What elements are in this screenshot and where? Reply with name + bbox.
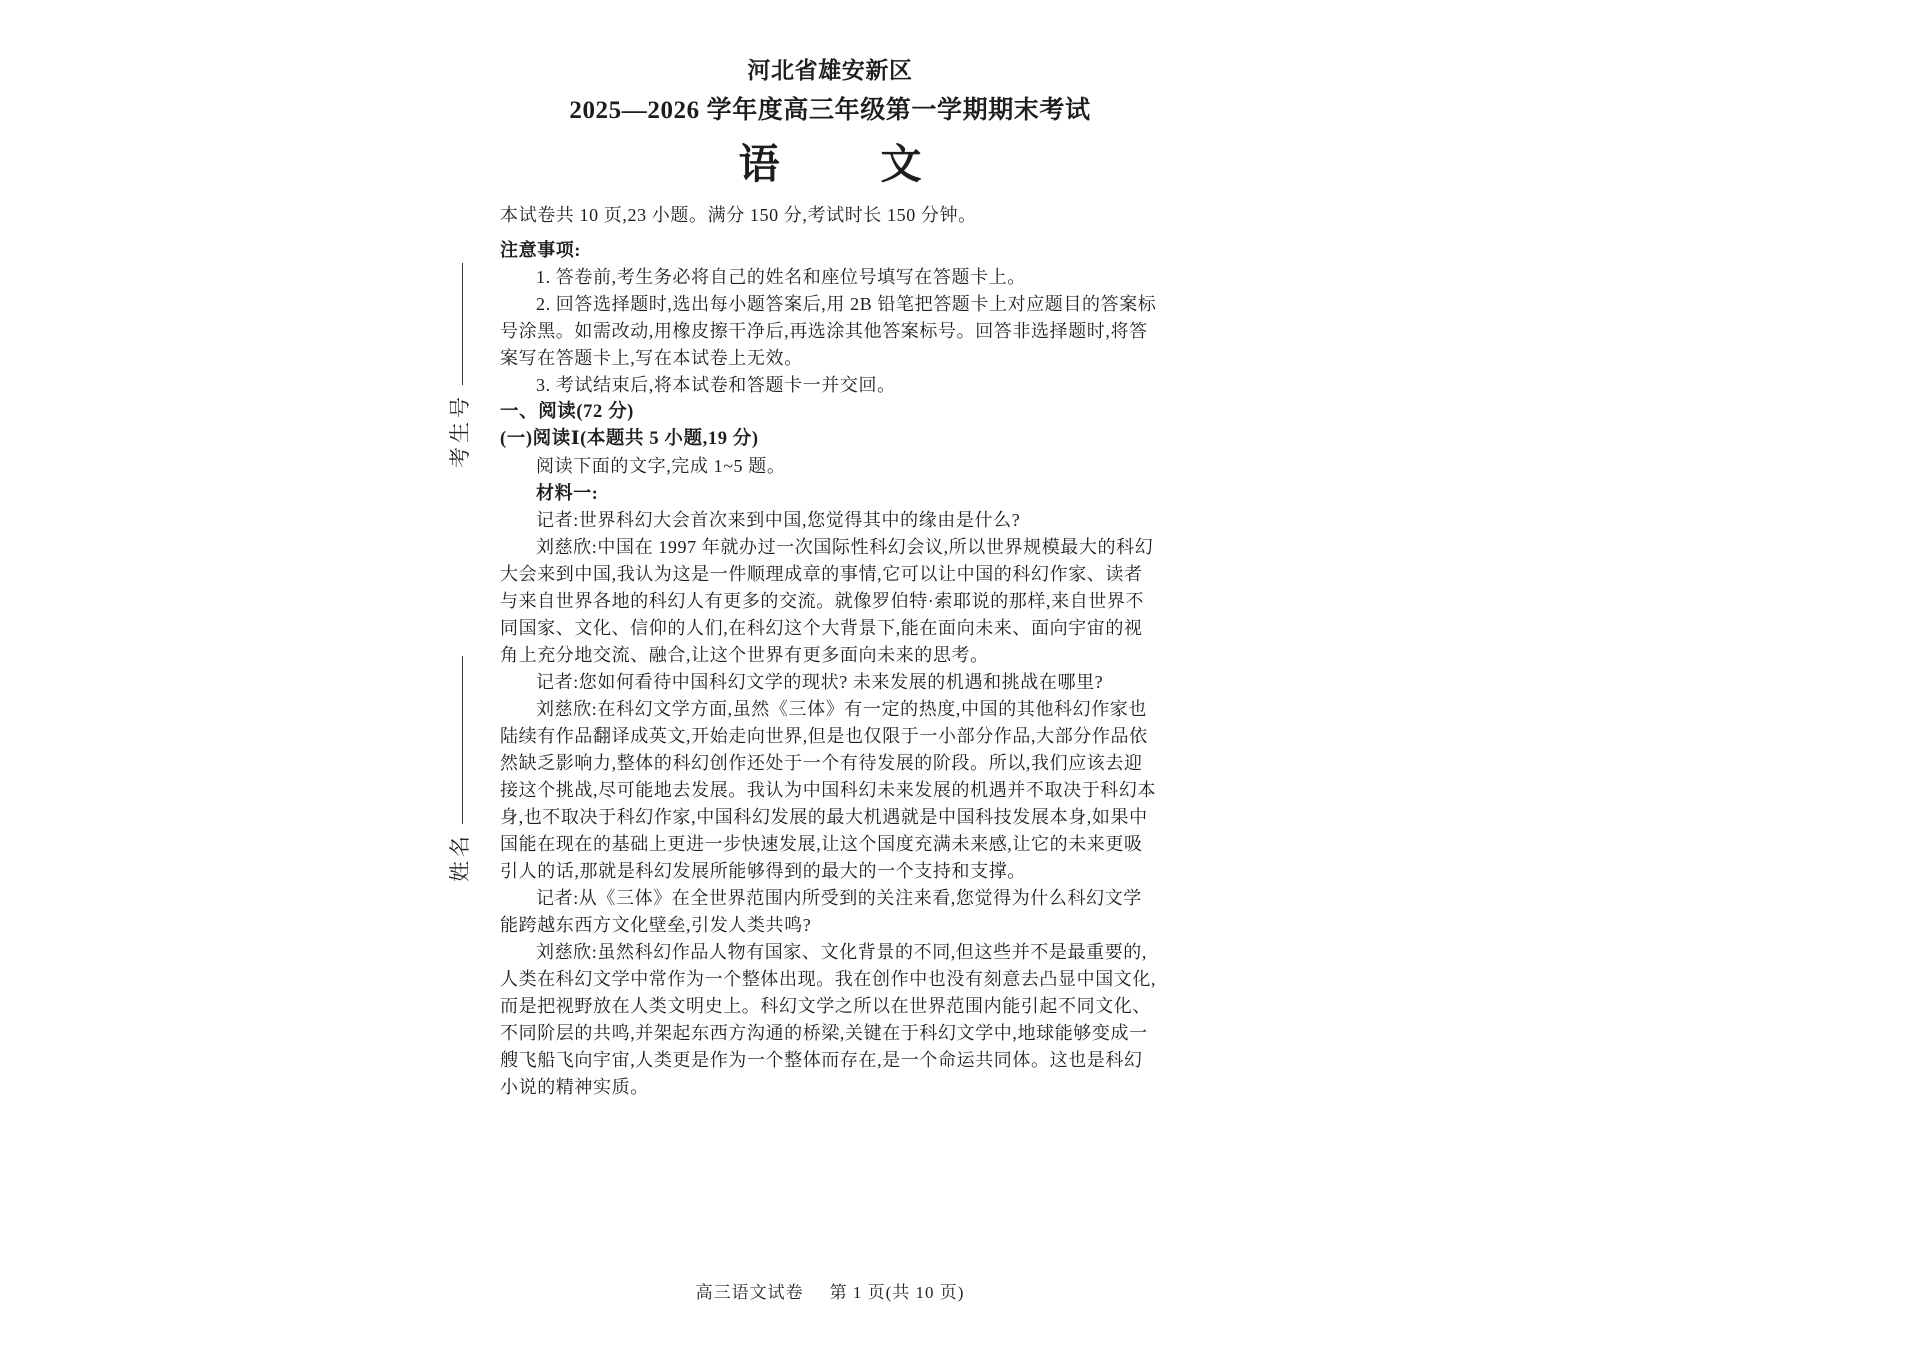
material-one-heading: 材料一: — [536, 483, 599, 503]
region-title: 河北省雄安新区 — [747, 58, 913, 83]
material-paragraph-2: 刘慈欣:中国在 1997 年就办过一次国际性科幻会议,所以世界规模最大的科幻大会来到中国,我认为这是一件顺理成章的事情,它可以让中国的科幻作家、读者与来自世界各地的科幻人有更多的交流。就像罗伯特·索耶说的那样,来自世界不同国家、文化、信仰的人们,在科幻这个大背景下,能在面向未来、面向宇宙的视角上充分地交流、融合,让这个世界有更多面向未来的思考。 — [500, 537, 1154, 665]
name-write-line — [462, 656, 463, 824]
footer-paper-label: 高三语文试卷 — [695, 1283, 804, 1302]
footer-page-number: 第 1 页(共 10 页) — [829, 1283, 965, 1302]
reading-instruction: 阅读下面的文字,完成 1~5 题。 — [536, 456, 786, 476]
exam-number-write-line — [462, 263, 463, 385]
material-paragraph-4: 刘慈欣:在科幻文学方面,虽然《三体》有一定的热度,中国的其他科幻作家也陆续有作品翻译成英文,开始走向世界,但是也仅限于一小部分作品,大部分作品依然缺乏影响力,整体的科幻创作还处于一个有待发展的阶段。所以,我们应该去迎接这个挑战,尽可能地去发展。我认为中国科幻未来发展的机遇并不取决于科幻本身,也不取决于科幻作家,中国科幻发展的最大机遇就是中国科技发展本身,如果中国能在现在的基础上更进一步快速发展,让这个国度充满未来感,让它的未来更吸引人的话,那就是科幻发展所能够得到的最大的一个支持和支撑。 — [500, 699, 1157, 881]
material-paragraph-6: 刘慈欣:虽然科幻作品人物有国家、文化背景的不同,但这些并不是最重要的,人类在科幻文学中常作为一个整体出现。我在创作中也没有刻意去凸显中国文化,而是把视野放在人类文明史上。科幻文学之所以在世界范围内能引起不同文化、不同阶层的共鸣,并架起东西方沟通的桥梁,关键在于科幻文学中,地球能够变成一艘飞船飞向宇宙,人类更是作为一个整体而存在,是一个命运共同体。这也是科幻小说的精神实质。 — [500, 942, 1157, 1097]
material-paragraph-1: 记者:世界科幻大会首次来到中国,您觉得其中的缘由是什么? — [536, 510, 1021, 530]
material-paragraph-5: 记者:从《三体》在全世界范围内所受到的关注来看,您觉得为什么科幻文学能跨越东西方文化壁垒,引发人类共鸣? — [500, 888, 1142, 935]
name-label: 姓名 — [448, 832, 472, 882]
exam-number-field — [444, 263, 474, 468]
section-one-sub-heading: (一)阅读Ⅰ(本题共 5 小题,19 分) — [500, 429, 759, 449]
notice-item-3: 3. 考试结束后,将本试卷和答题卡一并交回。 — [536, 375, 896, 395]
section-one-heading: 一、阅读(72 分) — [500, 402, 634, 422]
subject-title: 语 文 — [738, 141, 952, 187]
notice-heading: 注意事项: — [500, 240, 581, 260]
exam-content — [500, 56, 1160, 1101]
paper-info: 本试卷共 10 页,23 小题。满分 150 分,考试时长 150 分钟。 — [500, 205, 977, 225]
name-field — [444, 656, 474, 882]
exam-session-title: 2025—2026 学年度高三年级第一学期期末考试 — [569, 97, 1091, 124]
notice-item-2: 2. 回答选择题时,选出每小题答案后,用 2B 铅笔把答题卡上对应题目的答案标号涂黑。如需改动,用橡皮擦干净后,再选涂其他答案标号。回答非选择题时,将答案写在答题卡上,写在本试卷上无效。 — [500, 294, 1157, 368]
exam-number-label: 考生号 — [448, 393, 472, 468]
page-footer — [500, 1278, 1160, 1303]
material-paragraph-3: 记者:您如何看待中国科幻文学的现状? 未来发展的机遇和挑战在哪里? — [536, 672, 1104, 692]
notice-item-1: 1. 答卷前,考生务必将自己的姓名和座位号填写在答题卡上。 — [536, 267, 1026, 287]
